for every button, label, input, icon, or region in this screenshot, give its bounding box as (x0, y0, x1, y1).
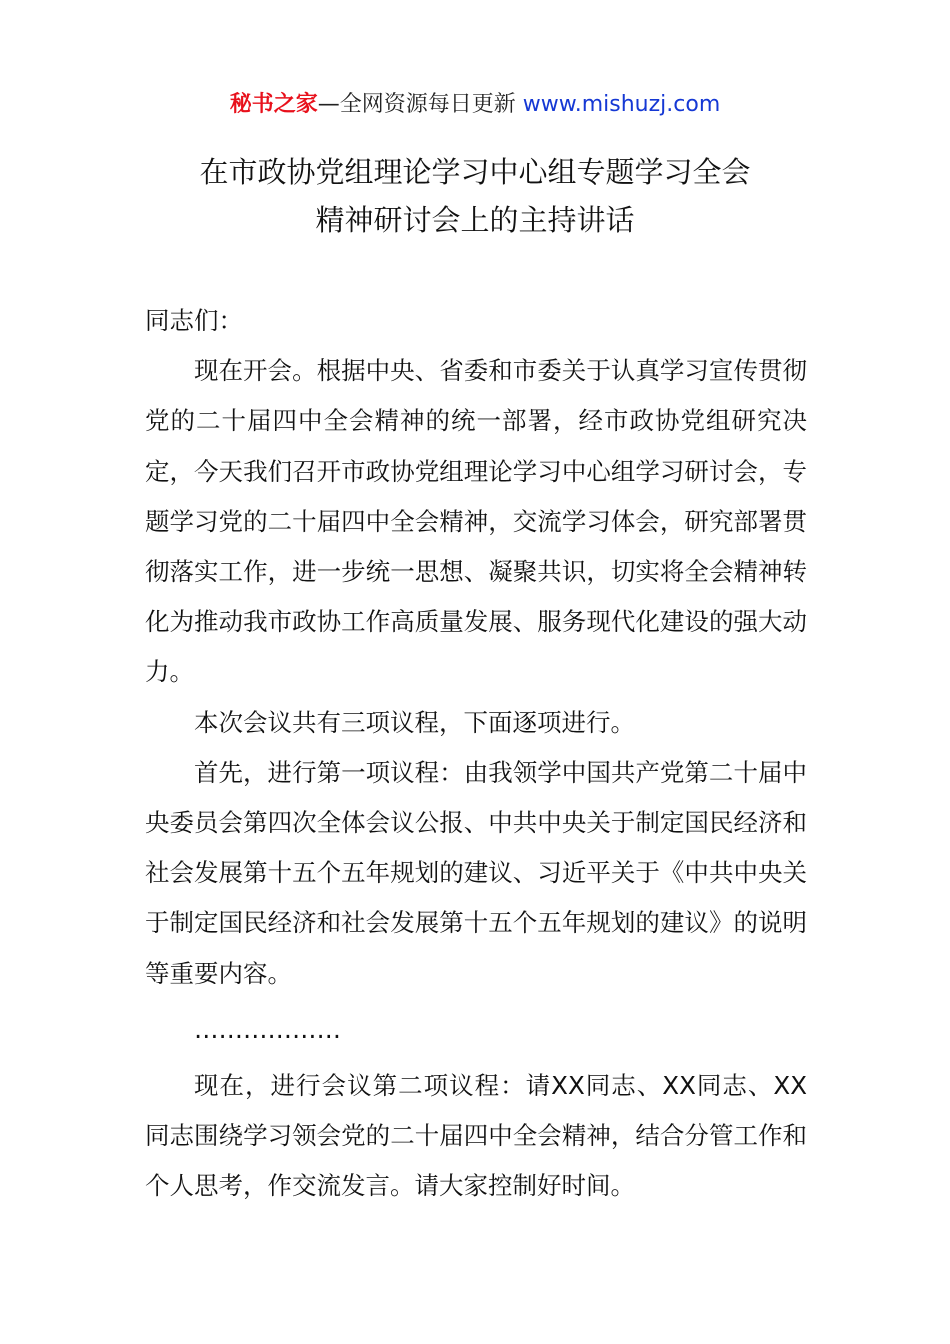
title-line-1: 在市政协党组理论学习中心组专题学习全会 (199, 155, 751, 189)
paragraph-agenda-overview: 本次会议共有三项议程，下面逐项进行。 (194, 707, 635, 737)
paragraph-agenda-item-2: 现在，进行会议第二项议程：请XX同志、XX同志、XX同志围绕学习领会党的二十届四中全会精神，结合分管工作和个人思考，作交流发言。请大家控制好时间。 (145, 1071, 807, 1201)
salutation: 同志们： (145, 306, 243, 335)
header-slogan: —全网资源每日更新 (317, 92, 523, 117)
title-line-2: 精神研讨会上的主持讲话 (315, 203, 635, 237)
brand-name: 秘书之家 (229, 92, 318, 117)
paragraph-ellipsis: ……………… (194, 1014, 341, 1044)
site-header (0, 88, 950, 122)
paragraph-opening: 现在开会。根据中央、省委和市委关于认真学习宣传贯彻党的二十届四中全会精神的统一部署，经市政协党组研究决定，今天我们召开市政协党组理论学习中心组学习研讨会，专题学习党的二十届四中全会精神，交流学习体会，研究部署贯彻落实工作，进一步统一思想、凝聚共识，切实将全会精神转化为推动我市政协工作高质量发展、服务现代化建设的强大动力。 (145, 356, 807, 687)
paragraph-agenda-item-1: 首先，进行第一项议程：由我领学中国共产党第二十届中央委员会第四次全体会议公报、中共中央关于制定国民经济和社会发展第十五个五年规划的建议、习近平关于《中共中央关于制定国民经济和社会发展第十五个五年规划的建议》的说明等重要内容。 (145, 757, 807, 988)
document-title (0, 148, 950, 244)
document-body (145, 296, 807, 1212)
site-url-link[interactable]: www.mishuzj.com (522, 92, 721, 117)
